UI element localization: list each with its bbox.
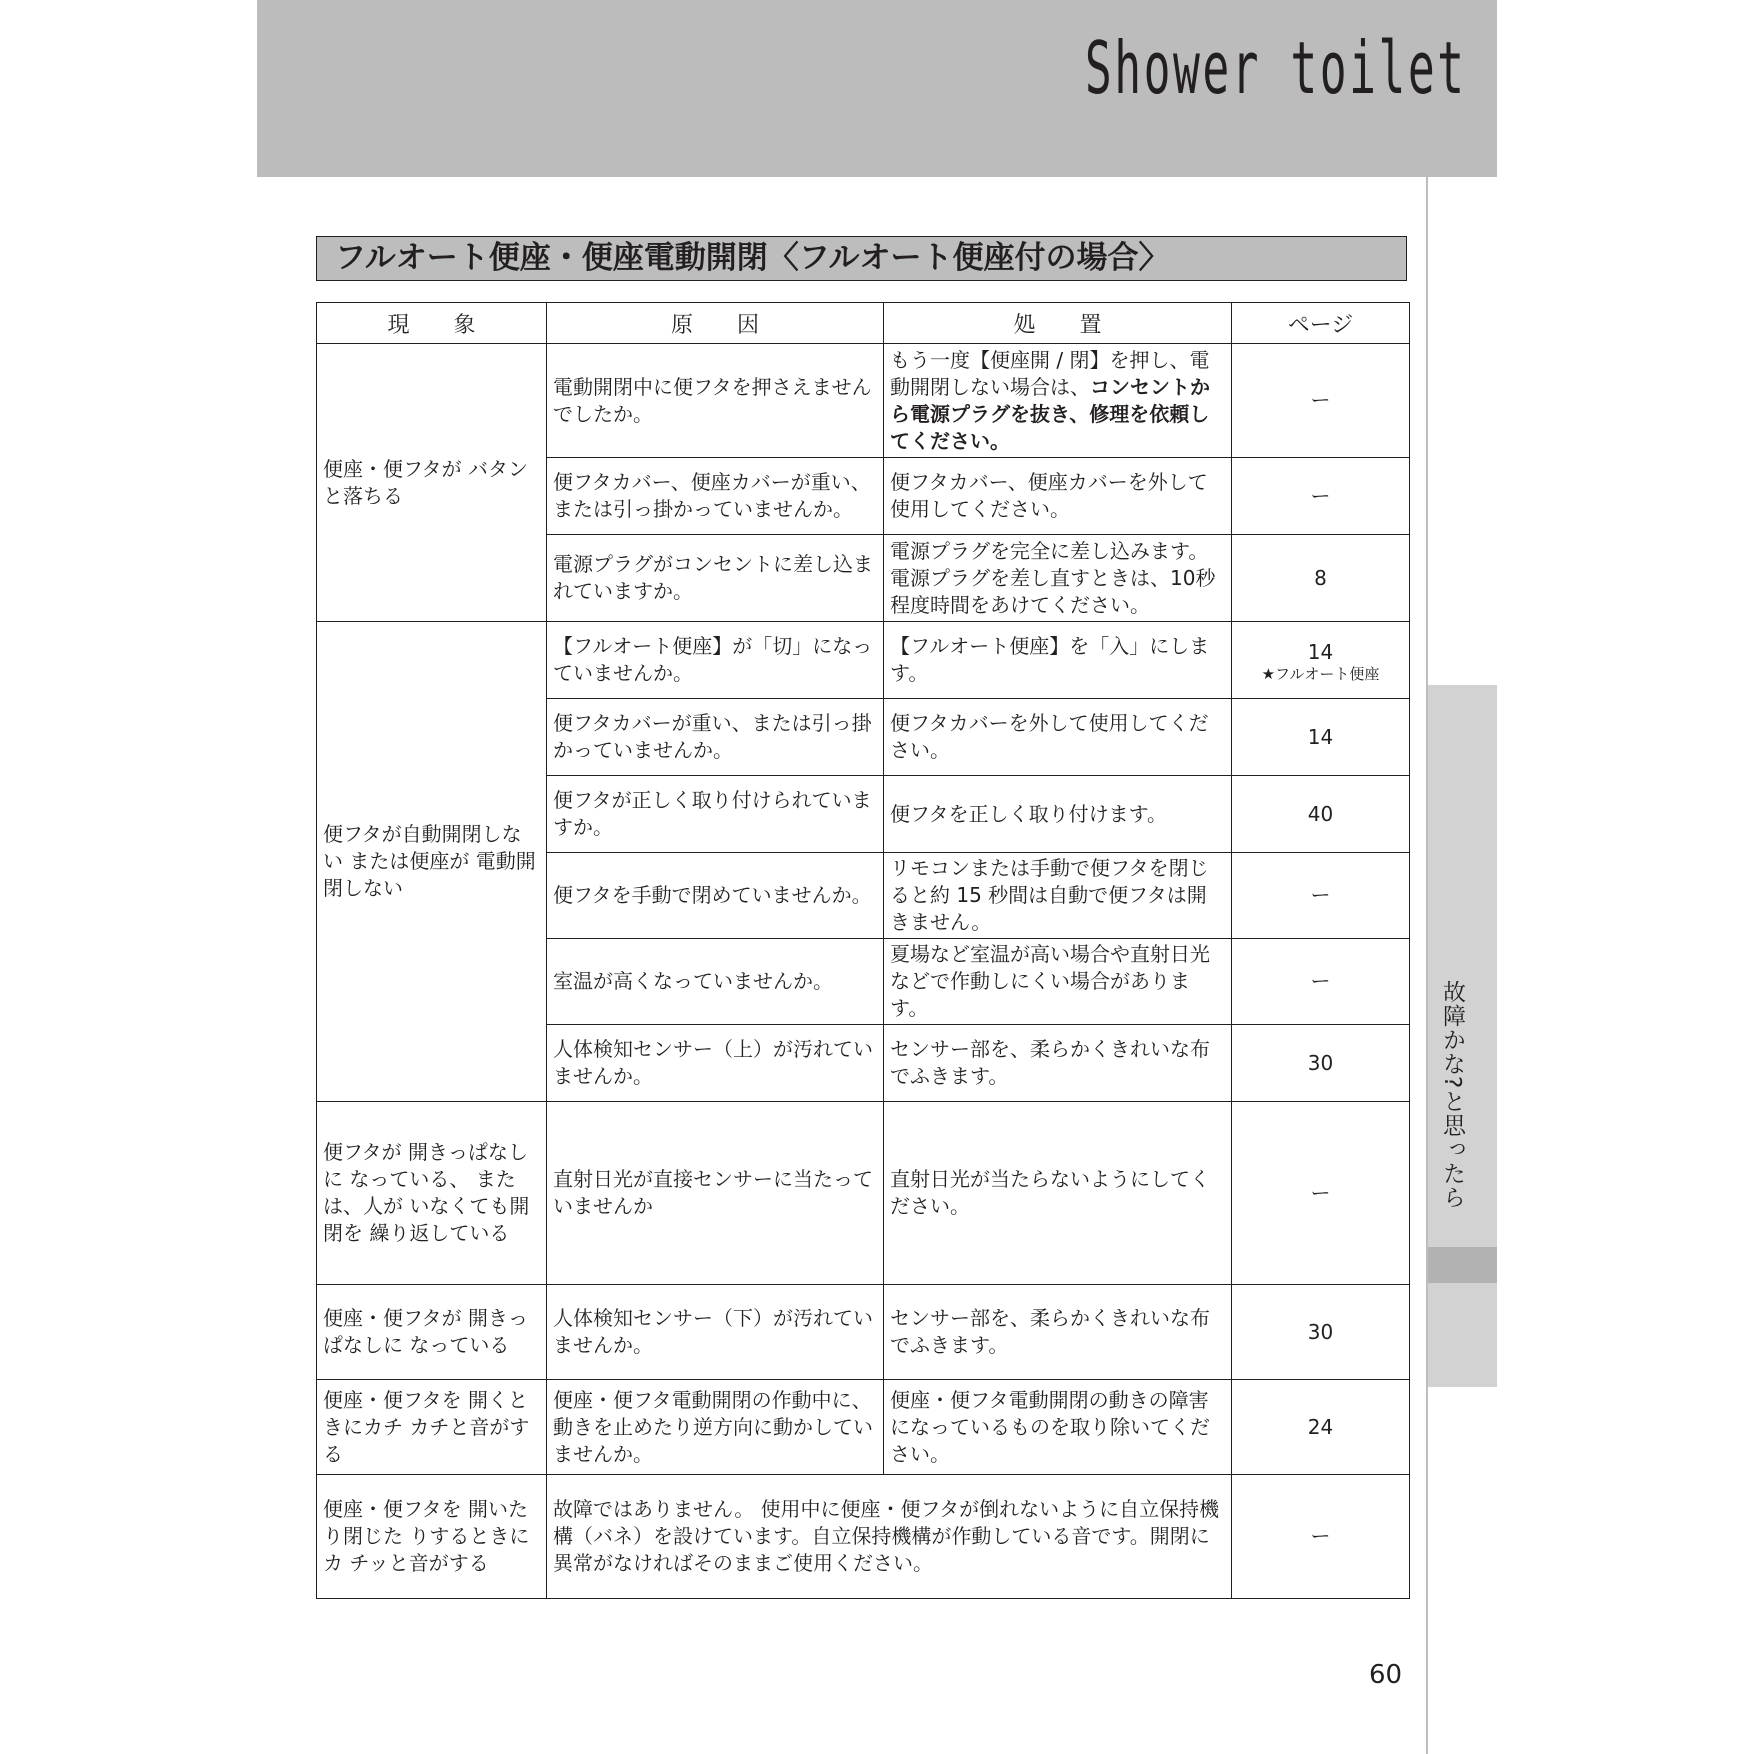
- explanation-cell: 故障ではありません。 使用中に便座・便フタが倒れないように自立保持機構（バネ）を設けています。自立保持機構が作動している音です。開閉に異常がなければそのままご使用ください。: [547, 1475, 1232, 1599]
- page-cell: 24: [1232, 1380, 1410, 1475]
- header-band: [257, 0, 1497, 177]
- side-tab-label: 故障かな?と思ったら: [1439, 980, 1465, 1210]
- page-cell: ー: [1232, 853, 1410, 939]
- page-cell: 30: [1232, 1025, 1410, 1102]
- cause-cell: 人体検知センサー（上）が汚れていませんか。: [547, 1025, 884, 1102]
- table-row: [317, 1102, 1410, 1285]
- side-tab-marker: [1428, 1247, 1497, 1283]
- page-cell: ー: [1232, 344, 1410, 458]
- page-cell: ー: [1232, 458, 1410, 535]
- brand-logo: Shower toilet: [1085, 26, 1467, 110]
- page-number: 60: [1369, 1660, 1403, 1690]
- remedy-cell: 便座・便フタ電動開閉の動きの障害になっているものを取り除いてください。: [884, 1380, 1232, 1475]
- cause-cell: 電源プラグがコンセントに差し込まれていますか。: [547, 535, 884, 622]
- symptom-cell: 便座・便フタが バタンと落ちる: [317, 344, 547, 622]
- cause-cell: 便フタカバー、便座カバーが重い、または引っ掛かっていませんか。: [547, 458, 884, 535]
- remedy-cell: 【フルオート便座】を「入」にします。: [884, 622, 1232, 699]
- table-row: [317, 1285, 1410, 1380]
- remedy-cell: 直射日光が当たらないようにしてください。: [884, 1102, 1232, 1285]
- table-header-row: [317, 303, 1410, 344]
- page-value: 14: [1307, 639, 1334, 664]
- remedy-cell: センサー部を、柔らかくきれいな布でふきます。: [884, 1025, 1232, 1102]
- table-row: [317, 622, 1410, 699]
- table-row: [317, 344, 1410, 458]
- side-tab[interactable]: [1428, 685, 1497, 1387]
- remedy-cell: リモコンまたは手動で便フタを閉じると約 15 秒間は自動で便フタは開きません。: [884, 853, 1232, 939]
- remedy-cell: 便フタカバー、便座カバーを外して使用してください。: [884, 458, 1232, 535]
- cause-cell: 直射日光が直接センサーに当たっていませんか: [547, 1102, 884, 1285]
- page-cell: 8: [1232, 535, 1410, 622]
- cause-cell: 電動開閉中に便フタを押さえませんでしたか。: [547, 344, 884, 458]
- page-cell: 30: [1232, 1285, 1410, 1380]
- remedy-cell: 電源プラグを完全に差し込みます。電源プラグを差し直すときは、10秒程度時間をあけてください。: [884, 535, 1232, 622]
- cause-cell: 便フタが正しく取り付けられていますか。: [547, 776, 884, 853]
- remedy-cell: 便フタを正しく取り付けます。: [884, 776, 1232, 853]
- column-header-symptom: 現 象: [317, 303, 547, 344]
- page-cell: 14: [1232, 699, 1410, 776]
- table-row: [317, 1380, 1410, 1475]
- column-header-remedy: 処 置: [884, 303, 1232, 344]
- symptom-cell: 便フタが 開きっぱなしに なっている、 または、人が いなくても開閉を 繰り返している: [317, 1102, 547, 1285]
- column-header-page: ページ: [1232, 303, 1410, 344]
- column-header-cause: 原 因: [547, 303, 884, 344]
- symptom-cell: 便座・便フタを 開くときにカチ カチと音がする: [317, 1380, 547, 1475]
- page-cell: 40: [1232, 776, 1410, 853]
- remedy-cell: センサー部を、柔らかくきれいな布でふきます。: [884, 1285, 1232, 1380]
- symptom-cell: 便座・便フタが 開きっぱなしに なっている: [317, 1285, 547, 1380]
- remedy-cell: 夏場など室温が高い場合や直射日光などで作動しにくい場合があります。: [884, 939, 1232, 1025]
- remedy-text: もう一度【便座開 / 閉】を押し、電動開閉しない場合は、: [890, 347, 1210, 399]
- symptom-cell: 便座・便フタを 開いたり閉じた りするときにカ チッと音がする: [317, 1475, 547, 1599]
- cause-cell: 人体検知センサー（下）が汚れていませんか。: [547, 1285, 884, 1380]
- troubleshooting-table: [316, 302, 1410, 1599]
- page-cell: ー: [1232, 939, 1410, 1025]
- remedy-cell: [884, 344, 1232, 458]
- cause-cell: 【フルオート便座】が「切」になっていませんか。: [547, 622, 884, 699]
- section-title: フルオート便座・便座電動開閉〈フルオート便座付の場合〉: [316, 236, 1407, 281]
- symptom-cell: 便フタが自動開閉しない または便座が 電動開閉しない: [317, 622, 547, 1102]
- table-row: [317, 1475, 1410, 1599]
- remedy-cell: 便フタカバーを外して使用してください。: [884, 699, 1232, 776]
- page-cell: ー: [1232, 1102, 1410, 1285]
- cause-cell: 便座・便フタ電動開閉の作動中に、動きを止めたり逆方向に動かしていませんか。: [547, 1380, 884, 1475]
- page-cell: [1232, 622, 1410, 699]
- remedy-warning: コンセントから電源プラグを抜き、修理を依頼してください。: [890, 374, 1210, 453]
- page-note: ★フルオート便座: [1261, 664, 1380, 683]
- cause-cell: 室温が高くなっていませんか。: [547, 939, 884, 1025]
- cause-cell: 便フタカバーが重い、または引っ掛かっていませんか。: [547, 699, 884, 776]
- page-cell: ー: [1232, 1475, 1410, 1599]
- cause-cell: 便フタを手動で閉めていませんか。: [547, 853, 884, 939]
